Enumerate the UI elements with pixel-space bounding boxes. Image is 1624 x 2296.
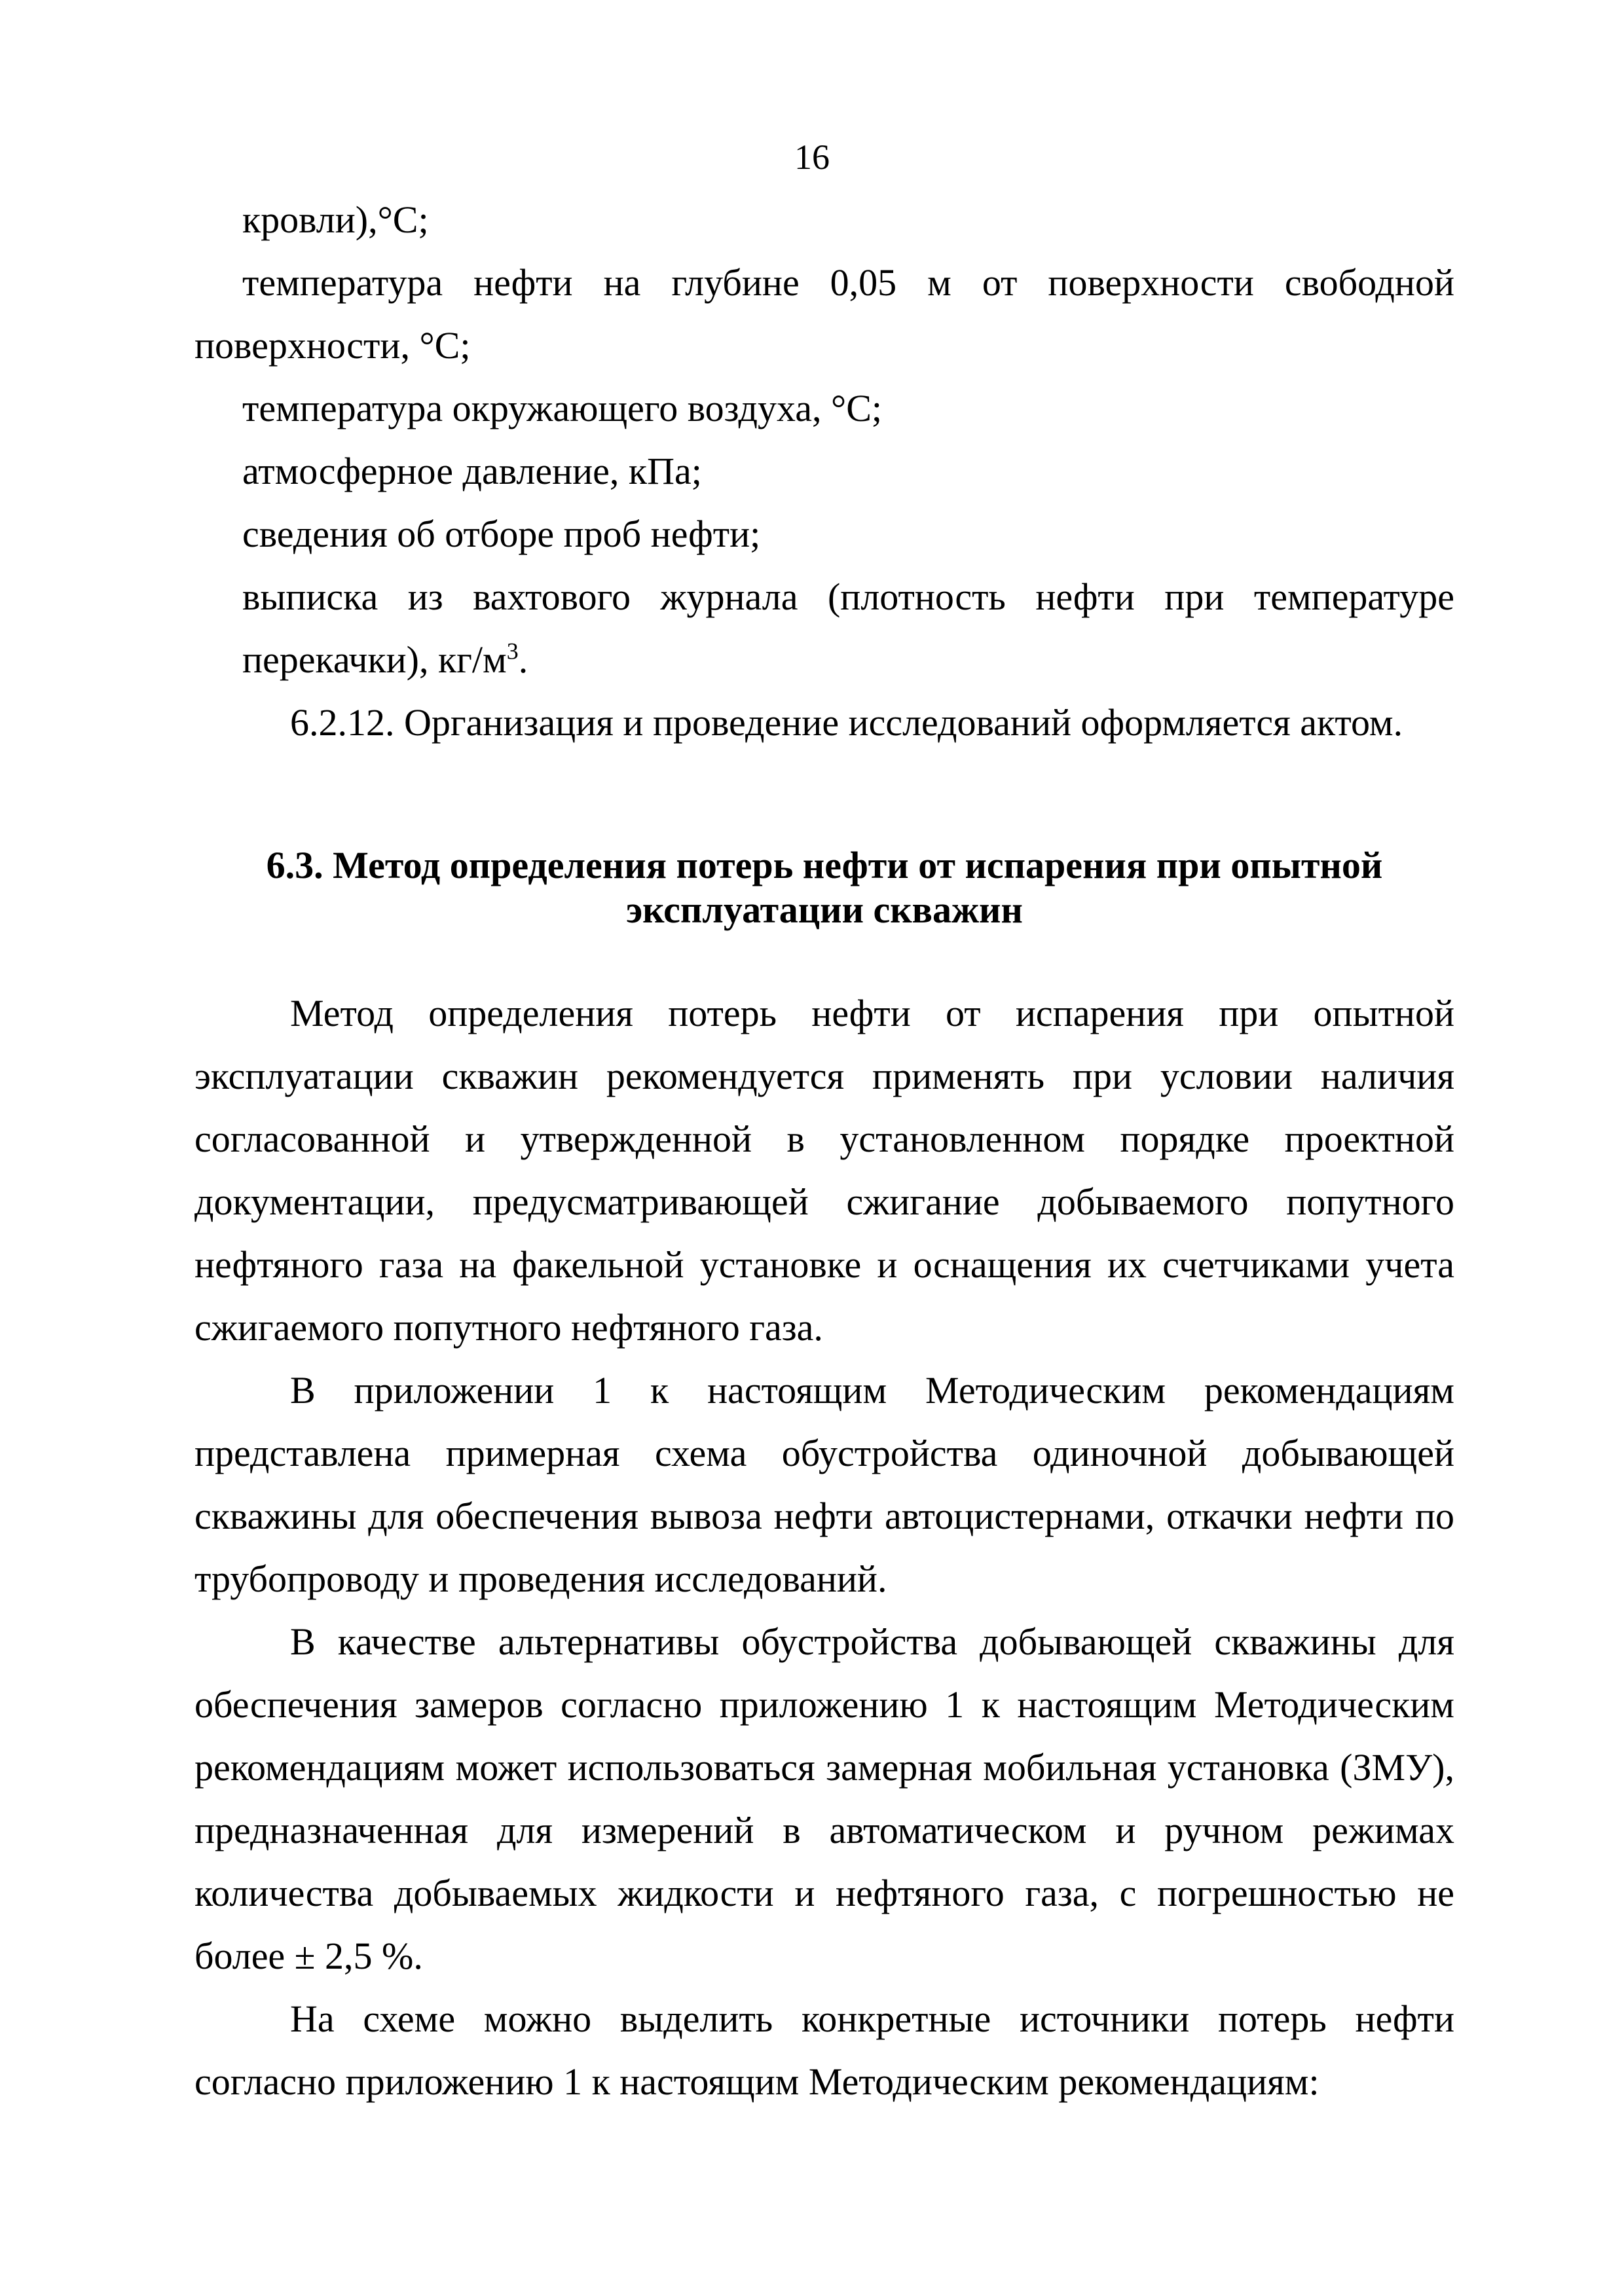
section-heading-line2: эксплуатации скважин <box>626 888 1023 931</box>
list-item-journal <box>242 566 1454 691</box>
superscript-cube: 3 <box>506 638 519 665</box>
section-heading <box>194 843 1454 932</box>
paragraph-alternative: В качестве альтернативы обустройства добывающей скважины для обеспечения замеров согласно приложению 1 к настоящим Методическим рекомендациям может использоваться замерная мобильная установка (ЗМУ), предназначенная для измерений в автоматическом и ручном режимах количества добываемых жидкости и нефтяного газа, с погрешностью не более ± 2,5 %. <box>194 1620 1454 1977</box>
paragraph-sources: На схеме можно выделить конкретные источники потерь нефти согласно приложению 1 к настоящим Методическим рекомендациям: <box>194 1997 1454 2103</box>
list-item-roof: кровли),°С; <box>242 198 429 241</box>
list-item-journal-text: выписка из вахтового журнала (плотность нефти при температуре перекачки), кг/м <box>242 575 1454 681</box>
list-block <box>194 189 1454 754</box>
list-item-journal-end: . <box>518 638 528 681</box>
list-item-air-temperature: температура окружающего воздуха, °С; <box>242 387 883 429</box>
paragraph-appendix: В приложении 1 к настоящим Методическим рекомендациям представлена примерная схема обустройства одиночной добывающей скважины для обеспечения вывоза нефти автоцистернами, откачки нефти по трубопроводу и проведения исследований. <box>194 1369 1454 1600</box>
section-heading-line1: 6.3. Метод определения потерь нефти от испарения при опытной <box>266 844 1383 886</box>
paragraph-method: Метод определения потерь нефти от испарения при опытной эксплуатации скважин рекомендуется применять при условии наличия согласованной и утвержденной в установленном порядке проектной документации, предусматривающей сжигание добываемого попутного нефтяного газа на факельной установке и оснащения их счетчиками учета сжигаемого попутного нефтяного газа. <box>194 992 1454 1349</box>
body-text <box>194 982 1454 2113</box>
list-item-pressure: атмосферное давление, кПа; <box>242 450 702 492</box>
list-item-sampling: сведения об отборе проб нефти; <box>242 513 761 555</box>
paragraph-6-2-12: 6.2.12. Организация и проведение исследований оформляется актом. <box>290 701 1403 744</box>
page-number: 16 <box>794 137 830 177</box>
list-item-oil-temperature: температура нефти на глубине 0,05 м от поверхности свободной поверхности, °С; <box>194 261 1454 367</box>
